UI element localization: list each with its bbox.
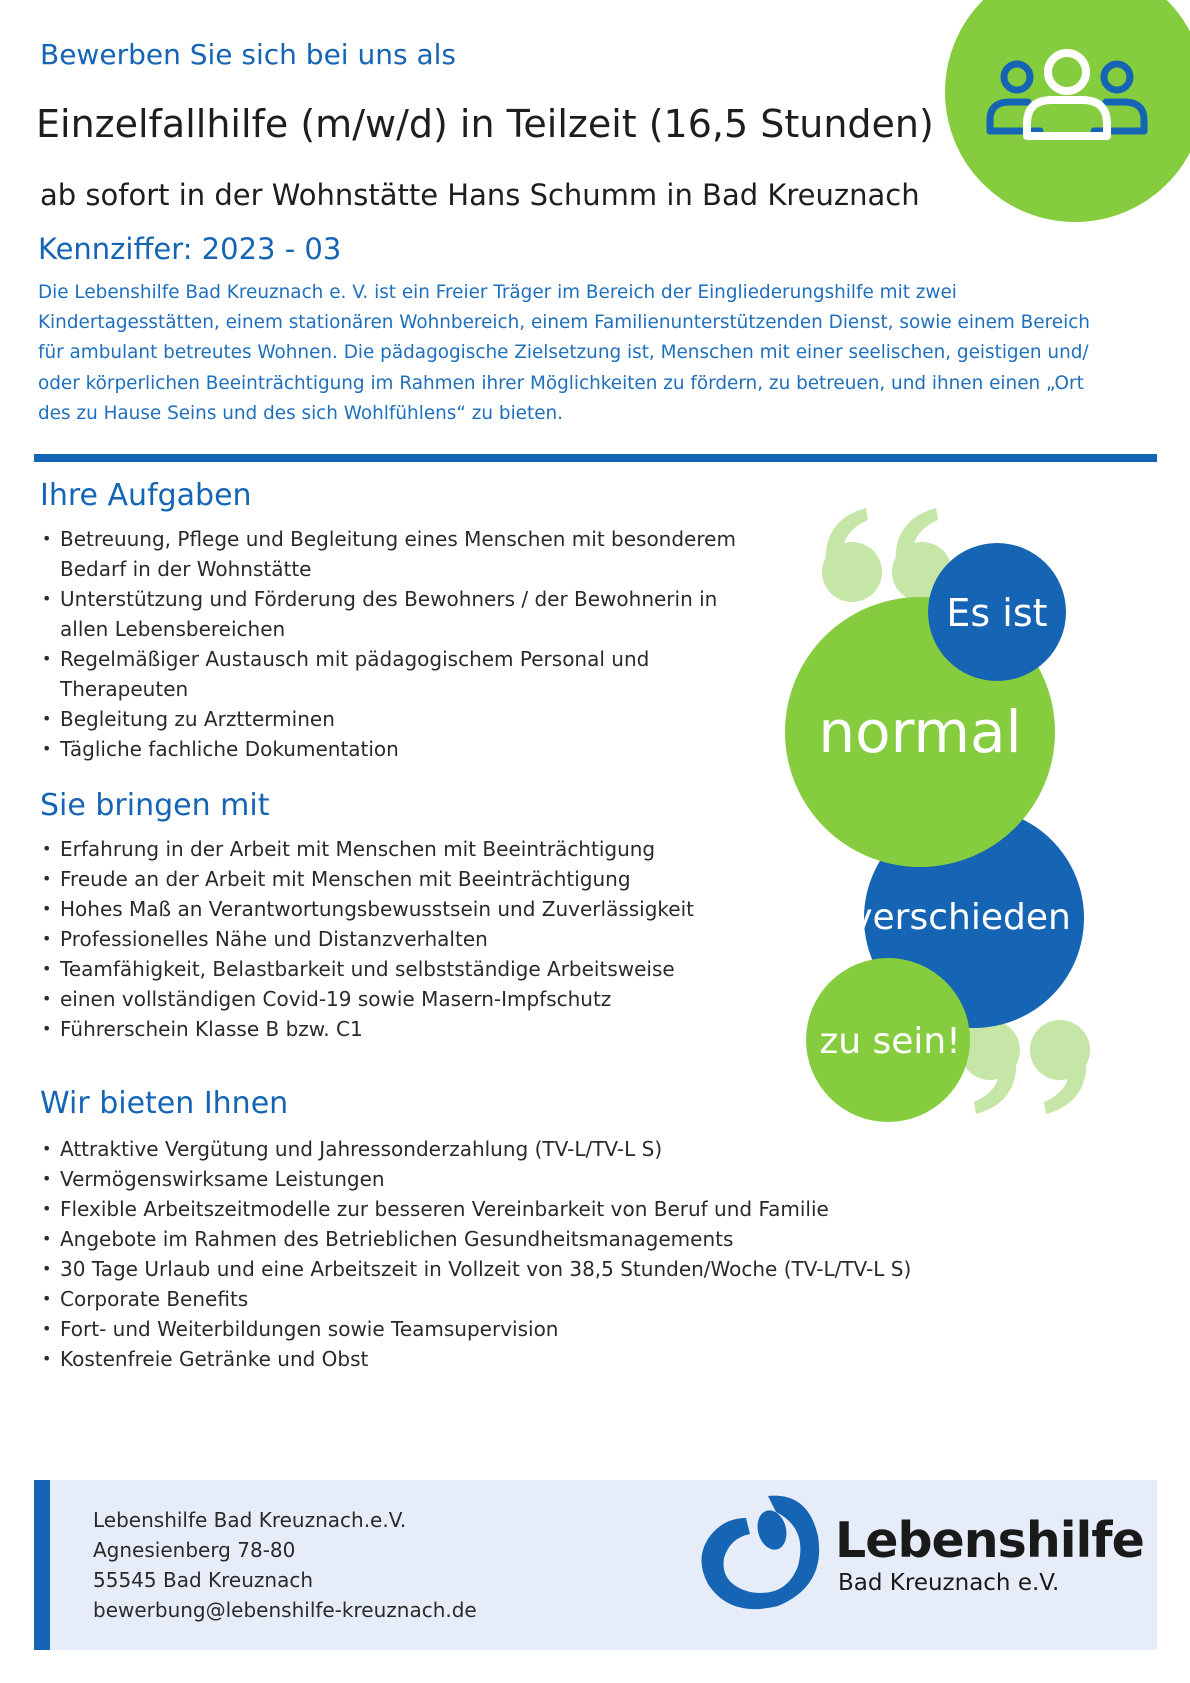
list-item: • Corporate Benefits [40,1284,1040,1314]
requirements-list [40,834,760,1044]
job-title: Einzelfallhilfe (m/w/d) in Teilzeit (16,5 Stunden) [36,102,934,146]
company-description: Die Lebenshilfe Bad Kreuznach e. V. ist ein Freier Träger im Bereich der Eingliederungshilfe mit zwei Kindertagesstätten, einem stationären Wohnbereich, einem Familienunterstützenden Dienst, sowie einem Bereich für ambulant betreutes Wohnen. Die pädagogische Zielsetzung ist, Menschen mit einer seelischen, geistigen und/ oder körperlichen Beeinträchtigung im Rahmen ihrer Möglichkeiten zu fördern, zu betreuen, und ihnen einen „Ort des zu Hause Seins und des sich Wohlfühlens“ zu bieten. [38,282,1090,424]
list-item: • einen vollständigen Covid-19 sowie Masern-Impfschutz [40,984,760,1014]
slogan-graphic [760,490,1100,1130]
list-item: • Führerschein Klasse B bzw. C1 [40,1014,760,1044]
slogan-zu-sein: zu sein! [819,1021,961,1062]
list-item: • Regelmäßiger Austausch mit pädagogischem Personal und Therapeuten [40,644,740,704]
footer-accent-bar [34,1480,50,1650]
list-item: • Erfahrung in der Arbeit mit Menschen mit Beeinträchtigung [40,834,760,864]
job-subtitle: ab sofort in der Wohnstätte Hans Schumm in Bad Kreuznach [40,178,920,212]
list-item: • Vermögenswirksame Leistungen [40,1164,1040,1194]
list-item: • Kostenfreie Getränke und Obst [40,1344,1040,1374]
list-item: • Professionelles Nähe und Distanzverhalten [40,924,760,954]
tasks-heading: Ihre Aufgaben [40,478,252,513]
street: Agnesienberg 78-80 [93,1538,296,1562]
list-item: • Attraktive Vergütung und Jahressonderzahlung (TV-L/TV-L S) [40,1134,1040,1164]
email-link[interactable]: bewerbung@lebenshilfe-kreuznach.de [93,1598,477,1622]
contact-address [93,1505,477,1625]
tasks-list [40,524,740,764]
logo-subtitle: Bad Kreuznach e.V. [838,1570,1060,1596]
list-item: • Flexible Arbeitszeitmodelle zur besseren Vereinbarkeit von Beruf und Familie [40,1194,1040,1224]
slogan-verschieden: verschieden [851,897,1071,938]
list-item: • 30 Tage Urlaub und eine Arbeitszeit in Vollzeit von 38,5 Stunden/Woche (TV-L/TV-L S) [40,1254,1040,1284]
offers-list [40,1134,1040,1374]
list-item: • Unterstützung und Förderung des Bewohners / der Bewohnerin in allen Lebensbereichen [40,584,740,644]
list-item: • Teamfähigkeit, Belastbarkeit und selbstständige Arbeitsweise [40,954,760,984]
reference-number: Kennziffer: 2023 - 03 [38,232,342,266]
list-item: • Fort- und Weiterbildungen sowie Teamsupervision [40,1314,1040,1344]
slogan-es-ist: Es ist [946,591,1048,635]
intro-line: Bewerben Sie sich bei uns als [40,38,456,71]
city: 55545 Bad Kreuznach [93,1568,313,1592]
list-item: • Hohes Maß an Verantwortungsbewusstsein und Zuverlässigkeit [40,894,760,924]
quote-close-icon [960,1020,1090,1114]
section-divider [34,454,1157,462]
list-item: • Betreuung, Pflege und Begleitung eines Menschen mit besonderem Bedarf in der Wohnstätte [40,524,740,584]
header-green-circle [945,0,1190,222]
requirements-heading: Sie bringen mit [40,788,270,823]
list-item: • Tägliche fachliche Dokumentation [40,734,740,764]
slogan-normal: normal [818,698,1022,766]
offers-heading: Wir bieten Ihnen [40,1086,289,1121]
list-item: • Freude an der Arbeit mit Menschen mit Beeinträchtigung [40,864,760,894]
list-item: • Angebote im Rahmen des Betrieblichen Gesundheitsmanagements [40,1224,1040,1254]
logo-wordmark: Lebenshilfe [835,1512,1144,1569]
org-name: Lebenshilfe Bad Kreuznach.e.V. [93,1508,407,1532]
lebenshilfe-logo-icon [690,1488,830,1618]
list-item: • Begleitung zu Arztterminen [40,704,740,734]
